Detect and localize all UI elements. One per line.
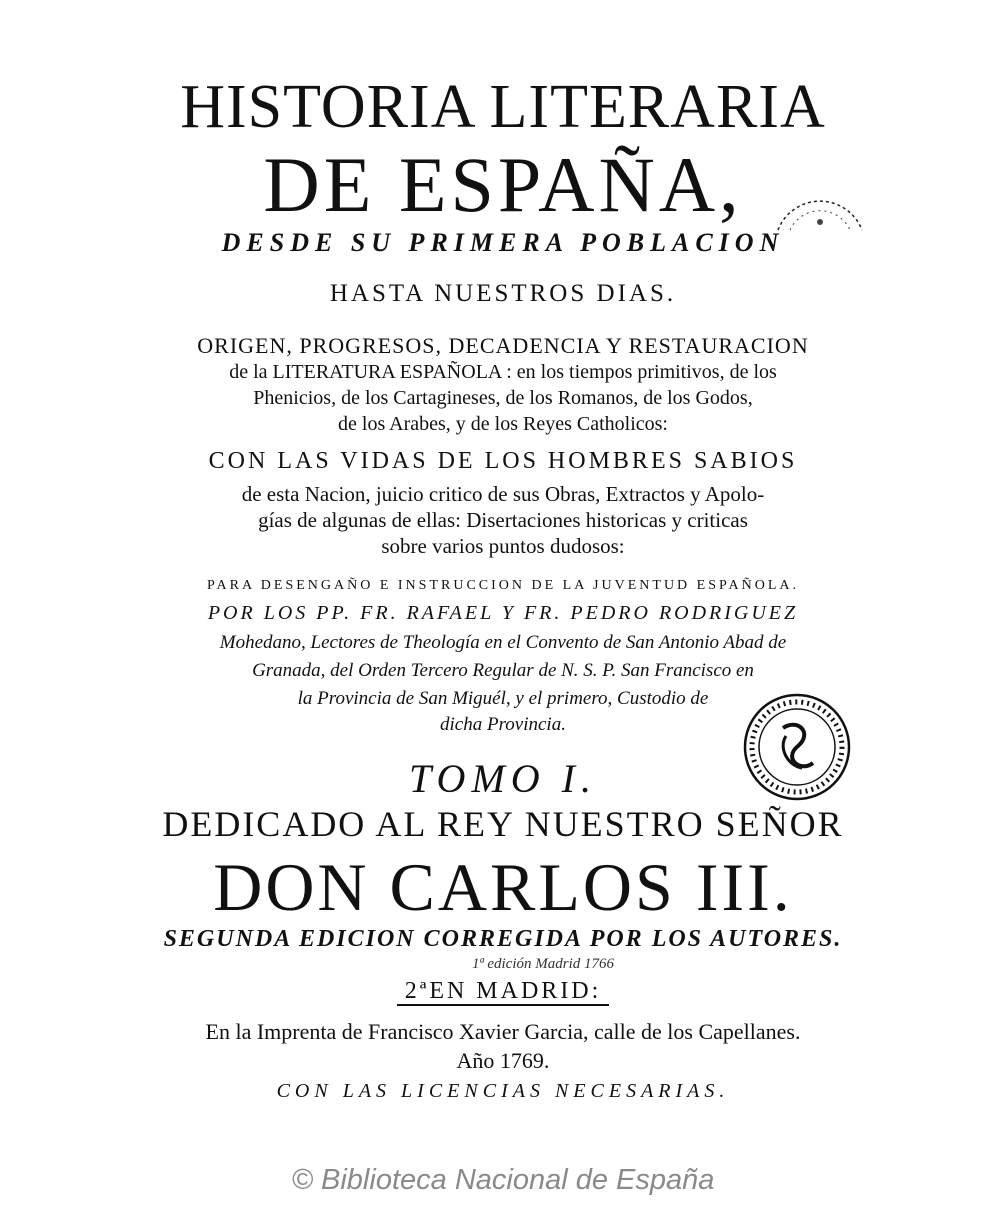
authors-line-2: Granada, del Orden Tercero Regular de N. S. P. San Francisco en <box>252 660 754 681</box>
origen-line-3: de los Arabes, y de los Reyes Catholicos: <box>338 413 668 435</box>
para-line: PARA DESENGAÑO E INSTRUCCION DE LA JUVENTUD ESPAÑOLA. <box>207 578 799 593</box>
place-line <box>0 978 1006 1005</box>
edition-line: SEGUNDA EDICION CORREGIDA POR LOS AUTORES. <box>163 926 843 952</box>
authors-line-3: la Provincia de San Miguél, y el primero, Custodio de <box>297 688 709 709</box>
year-line: Año 1769. <box>456 1048 550 1073</box>
place-name: EN MADRID: <box>429 978 602 1004</box>
licenses-line: CON LAS LICENCIAS NECESARIAS. <box>276 1080 730 1102</box>
dedication: DEDICADO AL REY NUESTRO SEÑOR <box>162 804 844 844</box>
vidas-heading: CON LAS VIDAS DE LOS HOMBRES SABIOS <box>208 448 798 474</box>
king-name: DON CARLOS III. <box>213 849 793 925</box>
origen-line-1: de la LITERATURA ESPAÑOLA : en los tiempos primitivos, de los <box>229 361 777 383</box>
vidas-line-1: de esta Nacion, juicio critico de sus Obras, Extractos y Apolo- <box>241 482 765 506</box>
vidas-line-2: gías de algunas de ellas: Disertaciones historicas y criticas <box>258 508 748 532</box>
printer-line: En la Imprenta de Francisco Xavier Garcia, calle de los Capellanes. <box>205 1019 801 1044</box>
handwritten-note: 1ª edición Madrid 1766 <box>471 956 615 972</box>
subtitle: DESDE SU PRIMERA POBLACION <box>221 228 785 257</box>
subtitle-2: HASTA NUESTROS DIAS. <box>329 280 677 307</box>
copyright-footer: © Biblioteca Nacional de España <box>291 1164 715 1196</box>
origen-heading: ORIGEN, PROGRESOS, DECADENCIA Y RESTAURACION <box>197 333 809 358</box>
volume-number: TOMO I. <box>409 756 597 801</box>
title-line-2: DE ESPAÑA, <box>263 141 743 228</box>
title-line-1: HISTORIA LITERARIA <box>180 73 826 141</box>
vidas-line-3: sobre varios puntos dudosos: <box>381 534 625 558</box>
place-prefix: 2ª <box>404 978 430 1004</box>
authors-line-1: Mohedano, Lectores de Theología en el Convento de San Antonio Abad de <box>219 632 787 653</box>
origen-line-2: Phenicios, de los Cartagineses, de los Romanos, de los Godos, <box>253 387 753 409</box>
authors-heading: POR LOS PP. FR. RAFAEL Y FR. PEDRO RODRIGUEZ <box>207 602 799 624</box>
authors-line-4: dicha Provincia. <box>440 714 566 735</box>
